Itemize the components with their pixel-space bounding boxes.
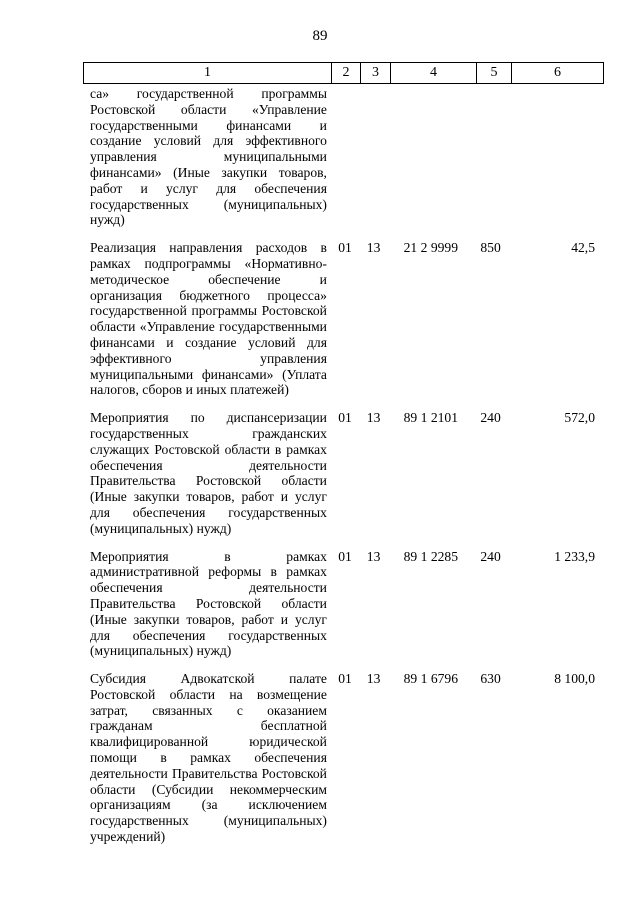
row-section: 01 bbox=[338, 671, 352, 687]
row-expense-type: 240 bbox=[480, 410, 501, 426]
column-header-3: 3 bbox=[361, 63, 391, 84]
row-target-article: 21 2 9999 bbox=[403, 240, 458, 256]
table-row bbox=[83, 659, 599, 845]
row-description: са» государственной программы Ростовской области «Управление государственными финансами и создание условий для эффективного управления муниципальными финансами» (Иные закупки товаров, работ и услуг для обеспечения государственных (муниципальных) нужд) bbox=[90, 86, 327, 228]
row-target-article bbox=[388, 86, 473, 228]
column-header-table bbox=[83, 62, 604, 84]
row-subsection: 13 bbox=[366, 671, 381, 687]
column-header-4: 4 bbox=[391, 63, 477, 84]
row-amount: 572,0 bbox=[564, 410, 595, 426]
row-amount bbox=[508, 86, 599, 228]
row-subsection: 13 bbox=[366, 548, 381, 564]
row-amount: 8 100,0 bbox=[554, 671, 595, 687]
table-row bbox=[83, 228, 599, 398]
row-section bbox=[331, 86, 359, 228]
row-description: Субсидия Адвокатской палате Ростовской области на возмещение затрат, связанных с оказанием гражданам бесплатной квалифицированной юридической помощи в рамках обеспечения деятельности Правительства Ростовской области (Субсидии некоммерческим организациям (за исключением государственных (муниципальных) учреждений) bbox=[90, 671, 327, 845]
row-amount: 42,5 bbox=[571, 240, 595, 256]
row-subsection: 13 bbox=[366, 410, 381, 426]
column-header-1: 1 bbox=[84, 63, 332, 84]
table-row bbox=[83, 537, 599, 660]
row-expense-type: 630 bbox=[480, 671, 501, 687]
row-description: Реализация направления расходов в рамках подпрограммы «Нормативно-методическое обеспечение и организация бюджетного процесса» государственной программы Ростовской области «Управление государственными финансами и создание условий для эффективного управления муниципальными финансами» (Уплата налогов, сборов и иных платежей) bbox=[90, 240, 327, 398]
row-section: 01 bbox=[338, 548, 352, 564]
row-target-article: 89 1 2101 bbox=[403, 410, 458, 426]
row-target-article: 89 1 6796 bbox=[403, 671, 458, 687]
table-row bbox=[83, 86, 599, 228]
table-row bbox=[83, 398, 599, 536]
column-header-2: 2 bbox=[332, 63, 361, 84]
budget-table bbox=[83, 86, 599, 845]
row-subsection: 13 bbox=[366, 240, 381, 256]
row-section: 01 bbox=[338, 410, 352, 426]
row-subsection bbox=[359, 86, 388, 228]
row-expense-type bbox=[473, 86, 507, 228]
column-header-row bbox=[84, 63, 604, 84]
row-section: 01 bbox=[338, 240, 352, 256]
row-expense-type: 240 bbox=[480, 548, 501, 564]
column-header-5: 5 bbox=[477, 63, 512, 84]
page-number: 89 bbox=[312, 28, 328, 44]
row-amount: 1 233,9 bbox=[554, 548, 595, 564]
row-description: Мероприятия по диспансеризации государственных гражданских служащих Ростовской области в рамках обеспечения деятельности Правительства Ростовской области (Иные закупки товаров, работ и услуг для обеспечения государственных (муниципальных) нужд) bbox=[90, 410, 327, 536]
row-description: Мероприятия в рамках административной реформы в рамках обеспечения деятельности Правительства Ростовской области (Иные закупки товаров, работ и услуг для обеспечения государственных (муниципальных) нужд) bbox=[90, 548, 327, 659]
row-expense-type: 850 bbox=[480, 240, 501, 256]
column-header-6: 6 bbox=[512, 63, 604, 84]
row-target-article: 89 1 2285 bbox=[403, 548, 458, 564]
